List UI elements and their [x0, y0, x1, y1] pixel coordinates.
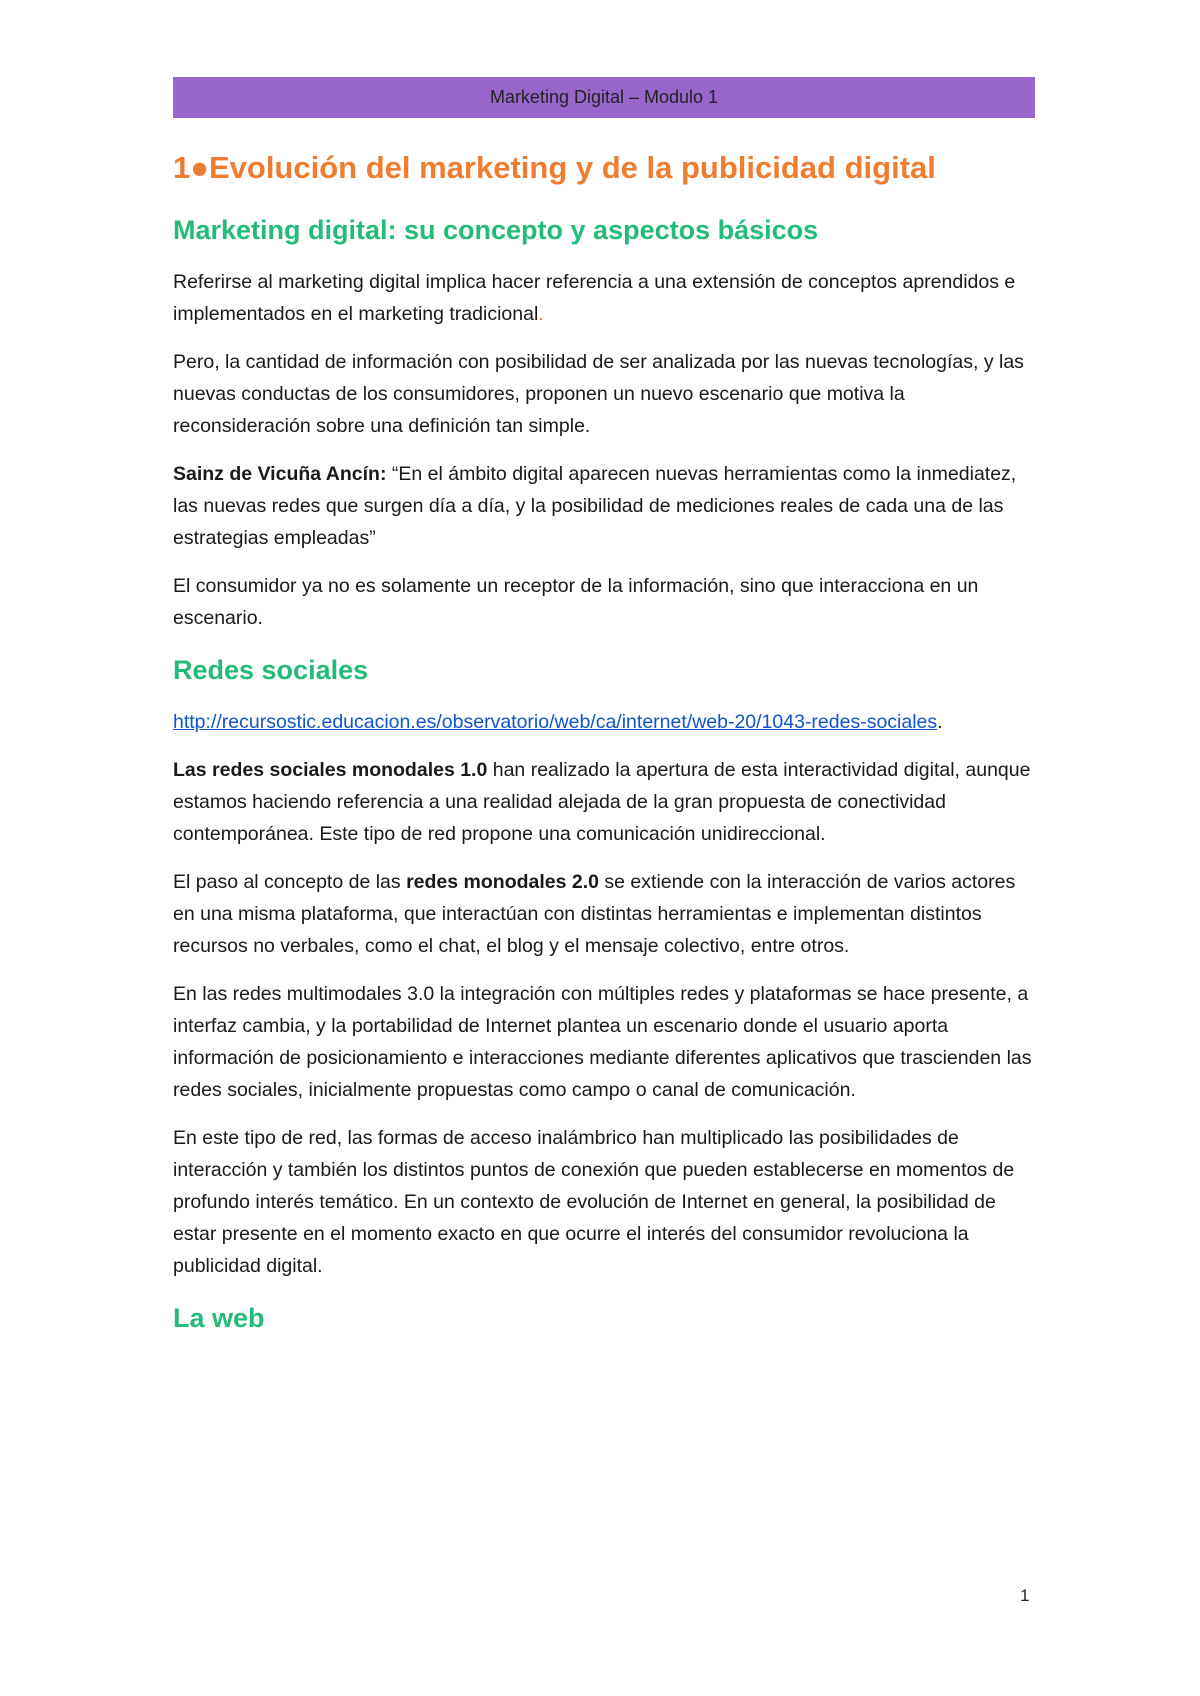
- section-heading-marketing-digital: Marketing digital: su concepto y aspectos básicos: [173, 215, 819, 245]
- section-heading-redes-sociales: Redes sociales: [173, 655, 369, 685]
- document-body: [173, 146, 1035, 1354]
- bold-redes-2-0: redes monodales 2.0: [406, 871, 599, 893]
- page-header-band: [173, 77, 1035, 118]
- paragraph-definition-text: Referirse al marketing digital implica hacer referencia a una extensión de conceptos aprendidos e implementados en el marketing tradicional: [173, 271, 1016, 325]
- paragraph-link: [173, 706, 1035, 738]
- document-title: 1●Evolución del marketing y de la publicidad digital: [173, 150, 936, 185]
- paragraph-redes-3-0: En las redes multimodales 3.0 la integración con múltiples redes y plataformas se hace presente, a interfaz cambia, y la portabilidad de Internet plantea un escenario donde el usuario aporta información de posicionamiento e interacciones mediante diferentes aplicativos que trascienden las redes sociales, inicialmente propuestas como campo o canal de comunicación.: [173, 983, 1032, 1101]
- link-suffix: .: [937, 711, 943, 733]
- paragraph-wireless: En este tipo de red, las formas de acceso inalámbrico han multiplicado las posibilidades de interacción y también los distintos puntos de conexión que pueden establecerse en momentos de profundo interés temático. En un contexto de evolución de Internet en general, la posibilidad de estar presente en el momento exacto en que ocurre el interés del consumidor revoluciona la publicidad digital.: [173, 1127, 1015, 1277]
- paragraph-consumer: El consumidor ya no es solamente un receptor de la información, sino que interacciona en un escenario.: [173, 575, 979, 629]
- text-redes-1-0: han realizado la apertura de esta interactividad digital, aunque estamos haciendo referencia a una realidad alejada de la gran propuesta de conectividad contemporánea. Este tipo de red propone una comunicación unidireccional.: [173, 759, 1031, 845]
- orange-period: .: [538, 303, 544, 325]
- paragraph-redes-1-0: [173, 754, 1035, 850]
- quote-author: Sainz de Vicuña Ancín:: [173, 463, 387, 485]
- page-header-text: Marketing Digital – Modulo 1: [489, 87, 719, 107]
- recursostic-link[interactable]: http://recursostic.educacion.es/observatorio/web/ca/internet/web-20/1043-redes-sociales: [173, 711, 938, 733]
- text-redes-2-0-before: El paso al concepto de las: [173, 871, 407, 893]
- paragraph-definition: [173, 266, 1035, 330]
- text-redes-2-0-after: se extiende con la interacción de varios actores en una misma plataforma, que interactúan con distintas herramientas e implementan distintos recursos no verbales, como el chat, el blog y el mensaje colectivo, entre otros.: [173, 871, 1016, 957]
- section-heading-la-web: La web: [173, 1303, 265, 1333]
- bold-redes-1-0: Las redes sociales monodales 1.0: [173, 759, 488, 781]
- quote-text: “En el ámbito digital aparecen nuevas herramientas como la inmediatez, las nuevas redes que surgen día a día, y la posibilidad de mediciones reales de cada una de las estrategias empleadas”: [173, 463, 1017, 549]
- page-number: 1: [1020, 1586, 1030, 1605]
- paragraph-redes-2-0: [173, 866, 1035, 962]
- paragraph-new-scenario: Pero, la cantidad de información con posibilidad de ser analizada por las nuevas tecnologías, y las nuevas conductas de los consumidores, proponen un nuevo escenario que motiva la reconsideración sobre una definición tan simple.: [173, 351, 1024, 437]
- paragraph-quote: [173, 458, 1035, 554]
